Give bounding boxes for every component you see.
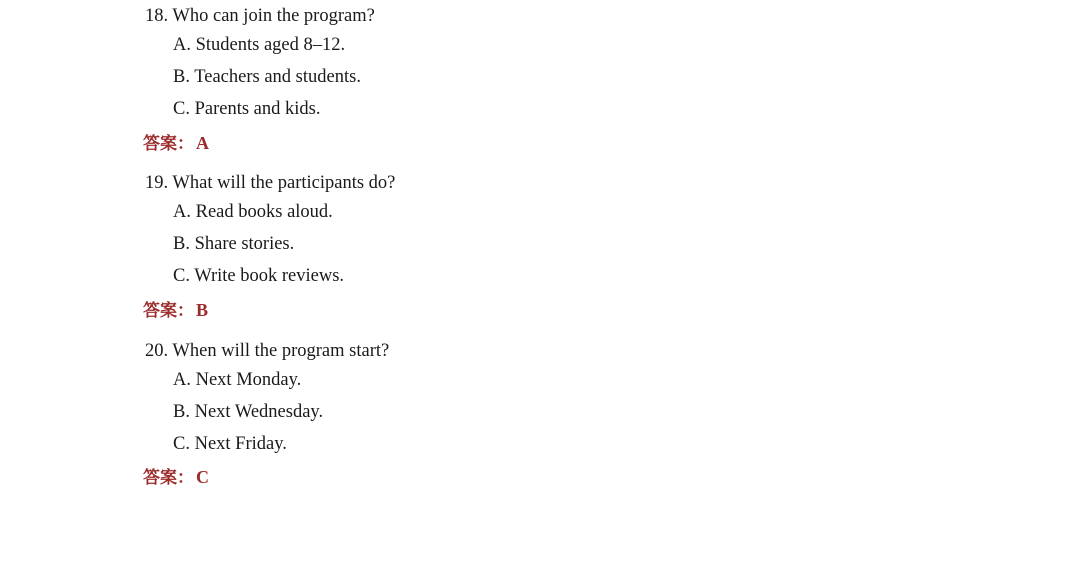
answer-value: B [196,300,209,320]
question-text: 20. When will the program start? [145,341,390,361]
answer-line [143,299,208,322]
answer-value: A [196,133,209,153]
answer-value: C [196,467,209,487]
answer-line [143,132,209,155]
option-a: A. Next Monday. [173,370,302,390]
option-b: B. Teachers and students. [173,67,361,87]
answer-label: 答案： [143,301,194,321]
question-text: 19. What will the participants do? [145,173,396,193]
option-c: C. Parents and kids. [173,99,321,119]
option-b: B. Next Wednesday. [173,402,324,422]
option-a: A. Read books aloud. [173,202,333,222]
option-a: A. Students aged 8–12. [173,35,346,55]
answer-line [143,466,209,489]
question-text: 18. Who can join the program? [145,6,375,26]
option-b: B. Share stories. [173,234,295,254]
answer-label: 答案： [143,468,194,488]
option-c: C. Write book reviews. [173,266,345,286]
option-c: C. Next Friday. [173,434,287,454]
answer-label: 答案： [143,134,194,154]
